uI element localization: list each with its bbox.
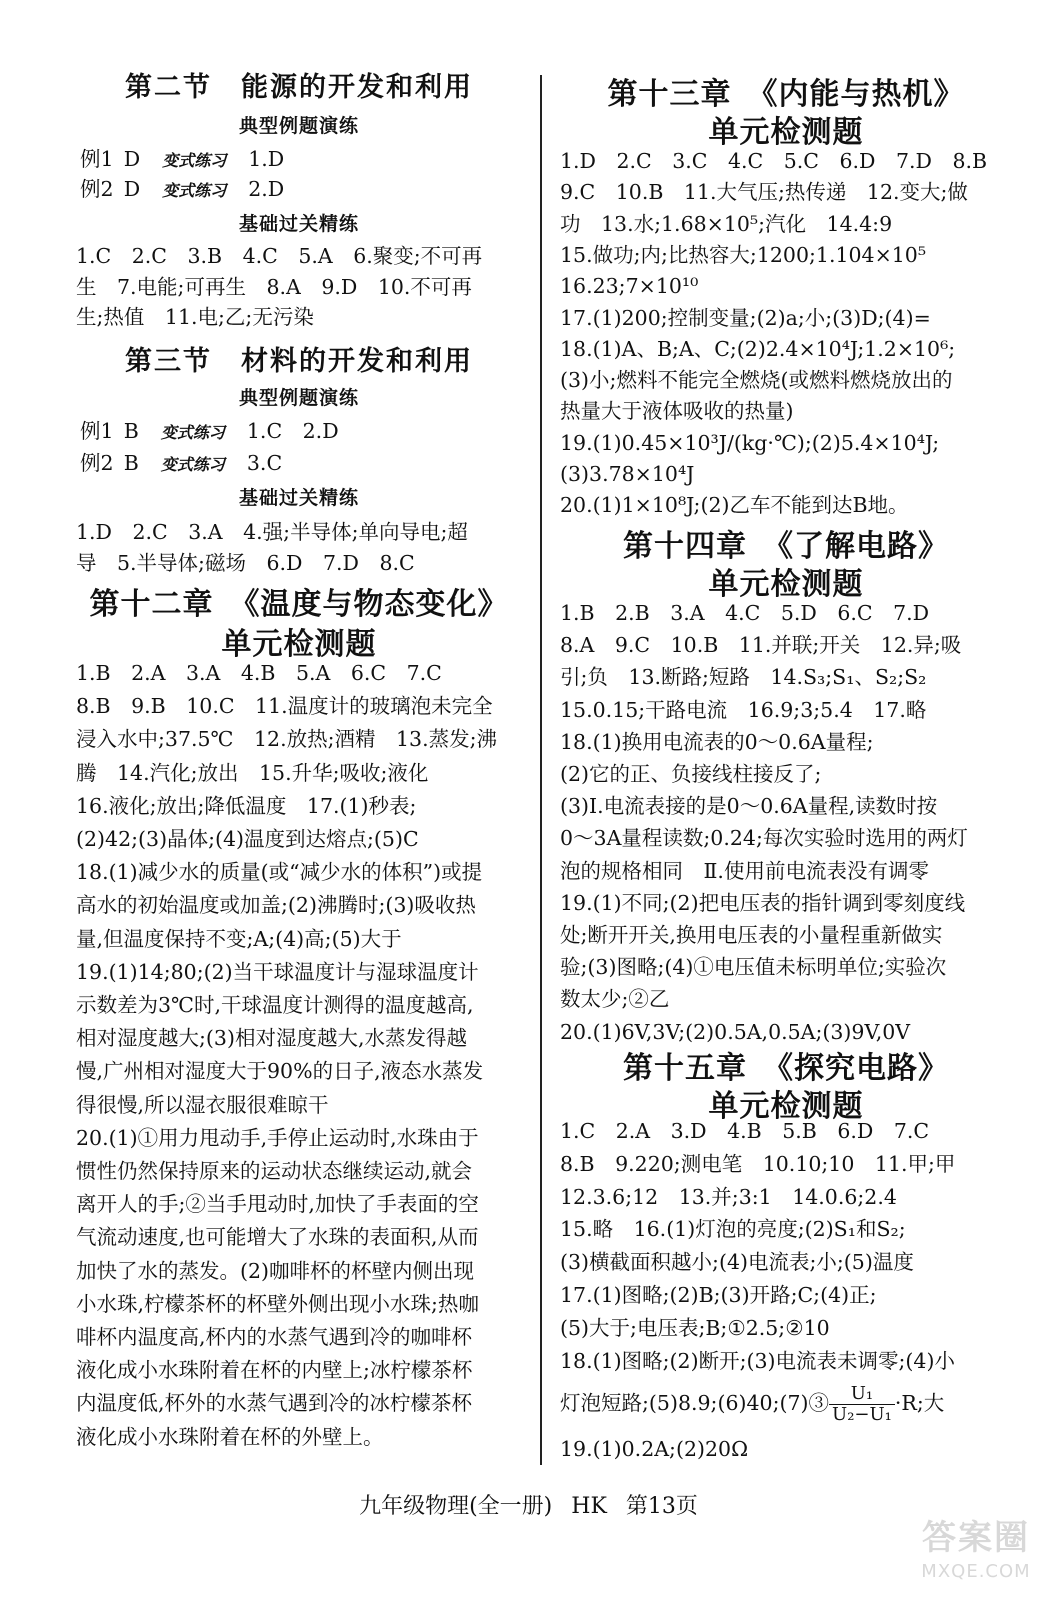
variant-answer: 2.D: [248, 177, 285, 201]
answer-line: 20.(1)1×10⁸J;(2)乙车不能到达B地。: [560, 493, 909, 518]
answer-line: 离开人的手;②当手甩动时,加快了手表面的空: [76, 1192, 479, 1217]
answer-line: 功 13.水;1.68×10⁵;汽化 14.4:9: [560, 211, 893, 236]
answer-line: 1.B 2.B 3.A 4.C 5.D 6.C 7.D: [560, 601, 930, 625]
answer-line: 量,但温度保持不变;A;(4)高;(5)大于: [76, 926, 402, 951]
chapter-title: 第十三章 《内能与热机》: [607, 77, 965, 112]
subsection-heading: 典型例题演练: [238, 115, 359, 137]
example-row: [80, 146, 284, 174]
answer-line: 相对湿度越大;(3)相对湿度越大,水蒸发得越: [76, 1026, 467, 1051]
answer-line: 1.D 2.C 3.A 4.强;半导体;单向导电;超: [76, 520, 468, 544]
subsection-heading: 基础过关精练: [238, 487, 359, 509]
footer-edition: HK: [571, 1494, 607, 1519]
chapter-title: 第十五章 《探究电路》: [623, 1051, 949, 1086]
footer-book-title: 九年级物理(全一册): [359, 1494, 553, 1519]
unit-test-heading: 单元检测题: [708, 115, 864, 150]
answer-line: 18.(1)A、B;A、C;(2)2.4×10⁴J;1.2×10⁶;: [560, 336, 956, 361]
answer-line: 慢,广州相对湿度大于90%的日子,液态水蒸发: [76, 1059, 484, 1084]
answer-line: (2)它的正、负接线柱接反了;: [560, 762, 822, 786]
variant-answer: 3.C: [246, 451, 283, 475]
answer-line: 啡杯内温度高,杯内的水蒸气遇到冷的咖啡杯: [76, 1325, 473, 1349]
answer-line: 16.23;7×10¹⁰: [560, 274, 699, 299]
answer-line: 气流动速度,也可能增大了水珠的表面积,从而: [76, 1225, 479, 1250]
example-answer: D: [123, 177, 141, 201]
answer-line: 19.(1)14;80;(2)当干球温度计与湿球温度计: [76, 959, 479, 984]
subsection-heading: 基础过关精练: [238, 213, 359, 235]
unit-test-heading: 单元检测题: [708, 567, 864, 602]
answer-line: 18.(1)减少水的质量(或“减少水的体积”)或提: [76, 860, 483, 885]
answer-line: 导 5.半导体;磁场 6.D 7.D 8.C: [76, 550, 415, 575]
answer-line: 15.0.15;干路电流 16.9;3;5.4 17.略: [560, 697, 927, 722]
answer-line: 引;负 13.断路;短路 14.S₃;S₁、S₂;S₂: [560, 665, 927, 690]
answer-line: (3)横截面积越小;(4)电流表;小;(5)温度: [560, 1250, 914, 1275]
answer-line: 热量大于液体吸收的热量): [560, 399, 794, 424]
answer-line: 加快了水的蒸发。(2)咖啡杯的杯壁内侧出现: [76, 1258, 475, 1283]
answer-line: 内温度低,杯外的水蒸气遇到冷的冰柠檬茶杯: [76, 1391, 473, 1416]
watermark-logo: [901, 1516, 1051, 1596]
answer-line: 液化成小水珠附着在杯的内壁上;冰柠檬茶杯: [76, 1358, 473, 1383]
example-row: [80, 450, 282, 478]
answer-line: (3)Ⅰ.电流表接的是0～0.6A量程,读数时按: [560, 794, 938, 819]
chapter-title: 第十四章 《了解电路》: [623, 529, 949, 564]
answer-line: 19.(1)0.2A;(2)20Ω: [560, 1437, 749, 1461]
watermark-url: MXQE.COM: [921, 1561, 1031, 1582]
variant-practice-label: 变式练习: [160, 455, 225, 474]
variant-answer: 1.D: [248, 147, 285, 171]
answer-line: 惯性仍然保持原来的运动状态继续运动,就会: [76, 1159, 473, 1183]
example-answer: D: [123, 147, 141, 171]
answer-line: 处;断开开关,换用电压表的小量程重新做实: [560, 923, 943, 947]
answer-line: 浸入水中;37.5℃ 12.放热;酒精 13.蒸发;沸: [76, 727, 497, 752]
answer-line: 8.B 9.220;测电笔 10.10;10 11.甲;甲: [560, 1151, 956, 1176]
answer-line: 生;热值 11.电;乙;无污染: [76, 305, 314, 329]
answer-line: 18.(1)图略;(2)断开;(3)电流表未调零;(4)小: [560, 1348, 955, 1373]
example-label: 例1: [80, 147, 114, 171]
answer-line: (2)42;(3)晶体;(4)温度到达熔点;(5)C: [76, 827, 419, 851]
unit-test-heading: 单元检测题: [708, 1089, 864, 1124]
example-answer: B: [123, 451, 139, 475]
answer-line: 19.(1)0.45×10³J/(kg·℃);(2)5.4×10⁴J;: [560, 430, 940, 455]
example-row: [80, 176, 284, 204]
unit-test-heading: 单元检测题: [221, 627, 377, 662]
answer-line: 1.B 2.A 3.A 4.B 5.A 6.C 7.C: [76, 661, 442, 685]
formula-suffix: ·R;大: [894, 1391, 945, 1415]
answer-line: 17.(1)图略;(2)B;(3)开路;C;(4)正;: [560, 1283, 877, 1307]
answer-line: 泡的规格相同 Ⅱ.使用前电流表没有调零: [560, 858, 929, 883]
section-title: 第二节 能源的开发和利用: [125, 72, 473, 103]
footer-page-number: 第13页: [625, 1494, 698, 1519]
example-row: [80, 418, 339, 446]
answer-line: 液化成小水珠附着在杯的外壁上。: [76, 1424, 384, 1449]
answer-line: 验;(3)图略;(4)①电压值未标明单位;实验次: [560, 955, 947, 980]
answer-line: 0～3A量程读数;0.24;每次实验时选用的两灯: [560, 826, 968, 851]
answer-line: 1.C 2.A 3.D 4.B 5.B 6.D 7.C: [560, 1119, 930, 1143]
example-label: 例1: [80, 419, 114, 443]
watermark-text: 答案圈: [922, 1518, 1030, 1558]
answer-line: (3)小;燃料不能完全燃烧(或燃料燃烧放出的: [560, 368, 953, 393]
fraction-denominator: U₂−U₁: [832, 1404, 892, 1425]
answer-line: 18.(1)换用电流表的0～0.6A量程;: [560, 729, 874, 754]
example-label: 例2: [80, 177, 114, 201]
example-label: 例2: [80, 451, 114, 475]
answer-line: 15.做功;内;比热容大;1200;1.104×10⁵: [560, 242, 927, 267]
answer-line: 8.A 9.C 10.B 11.并联;开关 12.异;吸: [560, 633, 962, 658]
answer-line: 20.(1)6V,3V;(2)0.5A,0.5A;(3)9V,0V: [560, 1019, 911, 1044]
answer-line: 数太少;②乙: [560, 987, 670, 1012]
answer-line: 小水珠,柠檬茶杯的杯壁外侧出现小水珠;热咖: [76, 1291, 479, 1316]
answer-line: 20.(1)①用力甩动手,手停止运动时,水珠由于: [76, 1125, 479, 1150]
fraction: [829, 1384, 895, 1425]
answer-line: 12.3.6;12 13.并;3:1 14.0.6;2.4: [560, 1184, 897, 1209]
variant-answer: 1.C 2.D: [246, 419, 339, 443]
formula-prefix: 灯泡短路;(5)8.9;(6)40;(7)③: [560, 1391, 830, 1415]
answer-line: (3)3.78×10⁴J: [560, 462, 695, 486]
answer-line: 17.(1)200;控制变量;(2)a;小;(3)D;(4)=: [560, 305, 931, 330]
page-footer: [0, 1492, 1057, 1522]
answer-line: 高水的初始温度或加盖;(2)沸腾时;(3)吸收热: [76, 893, 476, 918]
answer-line: 腾 14.汽化;放出 15.升华;吸收;液化: [76, 760, 429, 785]
answer-line: 9.C 10.B 11.大气压;热传递 12.变大;做: [560, 180, 968, 205]
answer-line: (5)大于;电压表;B;①2.5;②10: [560, 1315, 830, 1340]
variant-practice-label: 变式练习: [162, 181, 227, 200]
answer-line-with-fraction: [560, 1380, 944, 1426]
column-divider: [540, 75, 542, 1465]
example-answer: B: [123, 419, 139, 443]
variant-practice-label: 变式练习: [160, 423, 225, 442]
variant-practice-label: 变式练习: [162, 151, 227, 170]
answer-line: 得很慢,所以湿衣服很难晾干: [76, 1092, 329, 1117]
answer-line: 1.C 2.C 3.B 4.C 5.A 6.聚变;不可再: [76, 244, 483, 268]
answer-line: 19.(1)不同;(2)把电压表的指针调到零刻度线: [560, 890, 966, 915]
answer-line: 示数差为3℃时,干球温度计测得的温度越高,: [76, 993, 474, 1017]
answer-line: 1.D 2.C 3.C 4.C 5.C 6.D 7.D 8.B: [560, 149, 988, 173]
answer-line: 16.液化;放出;降低温度 17.(1)秒表;: [76, 793, 417, 818]
section-title: 第三节 材料的开发和利用: [125, 346, 473, 377]
answer-line: 8.B 9.B 10.C 11.温度计的玻璃泡未完全: [76, 694, 493, 719]
answer-line: 15.略 16.(1)灯泡的亮度;(2)S₁和S₂;: [560, 1217, 906, 1242]
subsection-heading: 典型例题演练: [238, 387, 359, 409]
fraction-numerator: U₁: [829, 1384, 895, 1405]
answer-line: 生 7.电能;可再生 8.A 9.D 10.不可再: [76, 274, 472, 299]
chapter-title: 第十二章 《温度与物态变化》: [89, 587, 509, 622]
